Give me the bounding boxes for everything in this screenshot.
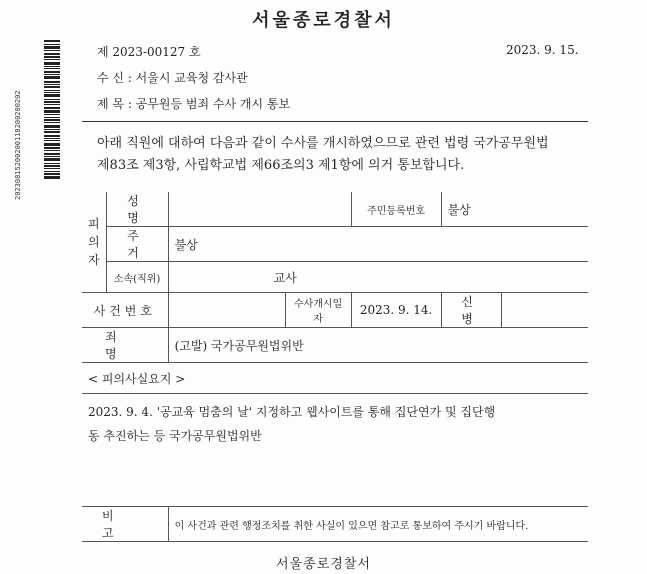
case-number-value xyxy=(168,293,285,328)
barcode-bar xyxy=(44,50,60,51)
barcode-bar xyxy=(44,59,60,60)
address-label: 주 거 xyxy=(106,227,168,262)
barcode-bar xyxy=(44,143,60,146)
custody-value xyxy=(501,293,588,328)
table-row xyxy=(82,262,588,293)
barcode-bar xyxy=(44,107,60,109)
barcode-bar xyxy=(44,173,60,175)
facts-summary xyxy=(82,394,588,507)
barcode-bar xyxy=(44,56,60,58)
barcode-bar xyxy=(44,153,60,155)
recipient: 수 신 : 서울시 교육청 감사관 xyxy=(97,71,248,85)
subject: 제 목 : 공무원등 범죄 수사 개시 통보 xyxy=(97,97,291,111)
start-date-label: 수사개시일자 xyxy=(285,293,351,328)
header-divider xyxy=(82,121,588,122)
notice-body-line: 제83조 제3항, 사립학교법 제66조의3 제1항에 의거 통보합니다. xyxy=(97,158,465,173)
facts-summary-line: 2023. 9. 4. '공교육 멈춤의 날' 지정하고 웹사이트를 통해 집단연가 및 집단행 xyxy=(88,405,496,419)
address-value: 불상 xyxy=(168,227,588,262)
barcode-bar xyxy=(44,171,60,172)
table-row xyxy=(82,507,588,542)
barcode-bar xyxy=(44,176,60,179)
barcode-number: 20230815200200118200200202 xyxy=(14,90,22,200)
suspect-group-label: 피 의 자 xyxy=(82,192,106,293)
barcode-bar xyxy=(44,147,60,149)
barcode-bar xyxy=(44,163,60,164)
barcode xyxy=(44,40,60,202)
barcode-bar xyxy=(44,81,60,83)
barcode-bar xyxy=(44,90,60,91)
name-label: 성 명 xyxy=(106,192,168,227)
barcode-bar xyxy=(44,110,60,113)
barcode-bar xyxy=(44,168,60,169)
table-row xyxy=(82,394,588,507)
issuer-name: 서울종로경찰서 xyxy=(276,557,371,572)
remarks-value: 이 사건과 관련 행정조치를 취한 사실이 있으면 참고로 통보하여 주시기 바랍니다. xyxy=(168,507,588,542)
barcode-bar xyxy=(44,119,60,121)
barcode-bar xyxy=(44,129,60,130)
table-row xyxy=(82,293,588,328)
barcode-bar xyxy=(44,46,60,49)
barcode-bar xyxy=(44,86,60,88)
barcode-bar xyxy=(44,76,60,79)
barcode-bar xyxy=(44,53,60,55)
barcode-bar xyxy=(44,99,60,100)
barcode-bar xyxy=(44,74,60,75)
notice-body xyxy=(97,133,587,177)
barcode-bar xyxy=(44,40,60,42)
facts-summary-label: < 피의사실요지 > xyxy=(82,363,588,394)
barcode-bar xyxy=(44,101,60,103)
barcode-bar xyxy=(44,71,60,73)
barcode-bar xyxy=(44,92,60,93)
barcode-bar xyxy=(44,44,60,45)
barcode-bar xyxy=(44,117,60,118)
name-value xyxy=(168,192,351,227)
case-number-label: 사건번호 xyxy=(82,293,168,328)
barcode-bar xyxy=(44,94,60,97)
remarks-label: 비 고 xyxy=(82,507,168,542)
document-title: 서울종로경찰서 xyxy=(252,10,395,31)
barcode-bar xyxy=(44,135,60,137)
barcode-bar xyxy=(44,131,60,133)
table-row xyxy=(82,192,588,227)
barcode-bar xyxy=(44,114,60,115)
table-row xyxy=(82,227,588,262)
start-date-value: 2023. 9. 14. xyxy=(351,293,441,328)
barcode-bar xyxy=(44,68,60,69)
crime-label: 죄 명 xyxy=(82,328,168,363)
barcode-bar xyxy=(44,122,60,123)
notice-body-line: 아래 직원에 대하여 다음과 같이 수사를 개시하였으므로 관련 법령 국가공무원법 xyxy=(97,136,549,151)
crime-value: (고발) 국가공무원법위반 xyxy=(168,328,588,363)
barcode-bar xyxy=(44,138,60,139)
rrn-value: 불상 xyxy=(441,192,588,227)
barcode-bar xyxy=(44,62,60,65)
suspect-info-table xyxy=(82,192,588,542)
affiliation-value: 교사 xyxy=(168,262,588,293)
facts-summary-line: 동 추진하는 등 국가공무원법위반 xyxy=(88,429,262,443)
barcode-bar xyxy=(44,158,60,161)
table-row xyxy=(82,363,588,394)
barcode-bar xyxy=(44,66,60,67)
table-row xyxy=(82,328,588,363)
barcode-bar xyxy=(44,140,60,141)
document-number: 제 2023-00127 호 xyxy=(97,45,201,59)
barcode-bar xyxy=(44,125,60,128)
barcode-bar xyxy=(44,165,60,167)
barcode-bar xyxy=(44,104,60,105)
custody-label: 신 병 xyxy=(441,293,501,328)
barcode-bar xyxy=(44,84,60,85)
affiliation-label: 소속(직위) xyxy=(106,262,168,293)
document-date: 2023. 9. 15. xyxy=(506,43,579,57)
rrn-label: 주민등록번호 xyxy=(351,192,441,227)
barcode-bar xyxy=(44,150,60,151)
barcode-bar xyxy=(44,156,60,157)
